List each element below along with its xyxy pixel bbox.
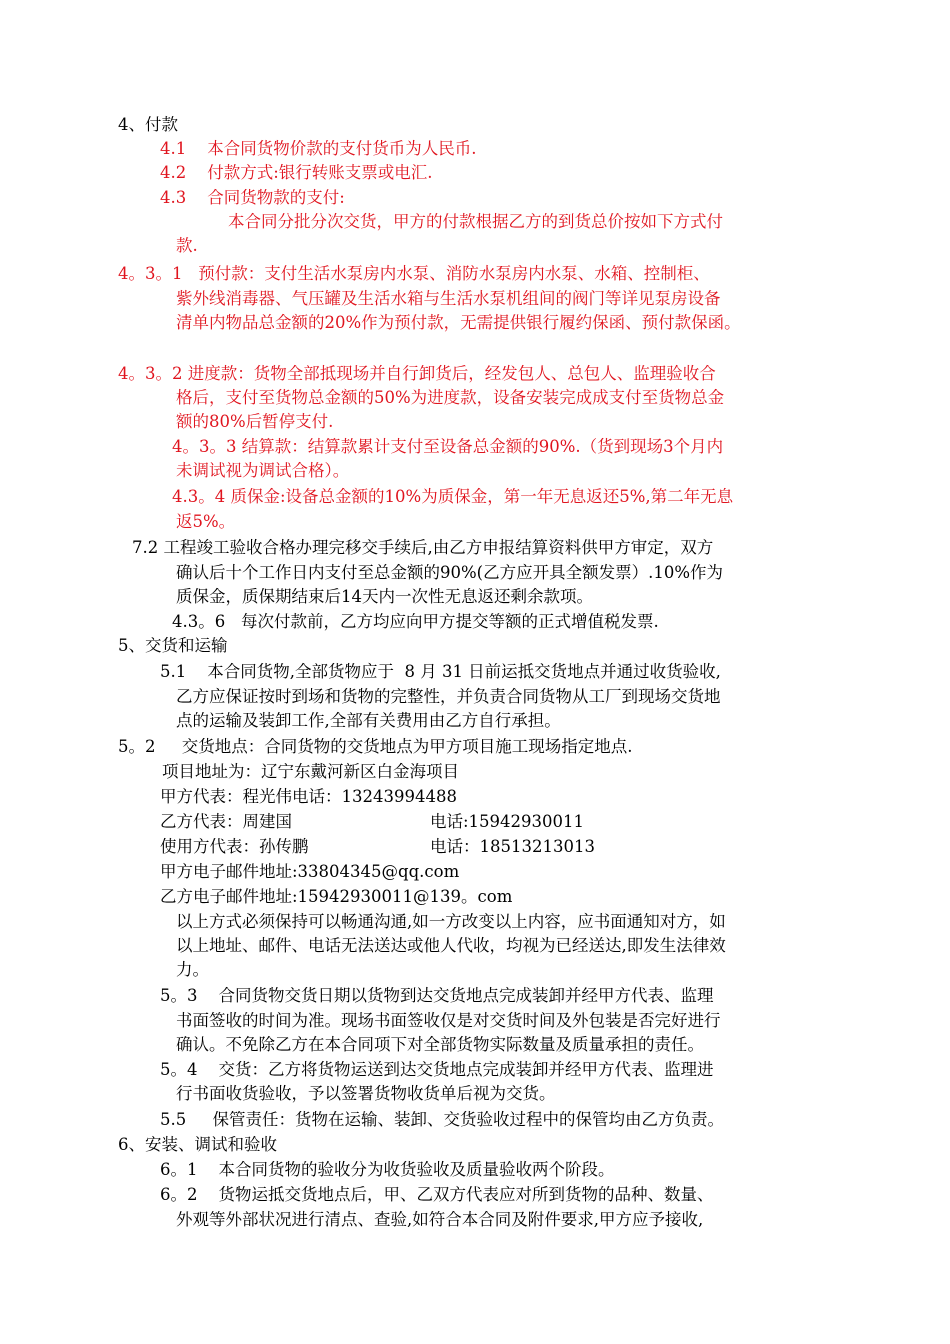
notice-line: 以上地址、邮件、电话无法送达或他人代收，均视为已经送达,即发生法律效 — [176, 936, 726, 955]
clause-4-3-1-line: 4。3。1 预付款：支付生活水泵房内水泵、消防水泵房内水泵、水箱、控制柜、 — [118, 264, 710, 283]
clause-6-2-line: 外观等外部状况进行清点、查验,如符合本合同及附件要求,甲方应予接收, — [176, 1210, 704, 1229]
section-5-heading: 5、交货和运输 — [118, 636, 228, 655]
clause-4-3-2-line: 格后，支付至货物总金额的50%为进度款，设备安装完成成支付至货物总金 — [176, 388, 725, 407]
party-a-email: 甲方电子邮件地址:33804345@qq.com — [160, 862, 460, 881]
clause-4-3-text-line: 款. — [176, 236, 198, 255]
clause-5-1-line: 点的运输及装卸工作,全部有关费用由乙方自行承担。 — [176, 711, 561, 730]
clause-4-3-2-line: 4。3。2 进度款：货物全部抵现场并自行卸货后，经发包人、总包人、监理验收合 — [118, 364, 716, 383]
clause-5-3-line: 书面签收的时间为准。现场书面签收仅是对交货时间及外包装是否完好进行 — [176, 1011, 721, 1030]
section-6-heading: 6、安装、调试和验收 — [118, 1135, 277, 1154]
clause-4-3-6: 4.3。6 每次付款前，乙方均应向甲方提交等额的正式增值税发票. — [172, 612, 659, 631]
party-b-representative: 乙方代表：周建国 — [160, 812, 292, 831]
clause-5-3-line: 5。3 合同货物交货日期以货物到达交货地点完成装卸并经甲方代表、监理 — [160, 986, 714, 1005]
clause-6-1: 6。1 本合同货物的验收分为收货验收及质量验收两个阶段。 — [160, 1160, 615, 1179]
party-a-representative: 甲方代表：程光伟电话：13243994488 — [160, 787, 457, 806]
clause-4-1: 4.1 本合同货物价款的支付货币为人民币. — [160, 139, 477, 158]
clause-7-2-line: 质保金，质保期结束后14天内一次性无息返还剩余款项。 — [176, 587, 593, 606]
party-b-phone: 电话:15942930011 — [430, 812, 585, 831]
party-b-email: 乙方电子邮件地址:15942930011@139。com — [160, 887, 513, 906]
clause-4-3-1-line: 清单内物品总金额的20%作为预付款，无需提供银行履约保函、预付款保函。 — [176, 313, 741, 332]
clause-4-3-4-line: 4.3。4 质保金:设备总金额的10%为质保金，第一年无息返还5%,第二年无息 — [172, 487, 734, 506]
clause-4-2: 4.2 付款方式:银行转账支票或电汇. — [160, 163, 433, 182]
clause-4-3: 4.3 合同货物款的支付: — [160, 188, 345, 207]
user-representative: 使用方代表：孙传鹏 — [160, 837, 309, 856]
user-phone: 电话：18513213013 — [430, 837, 595, 856]
clause-4-3-4-line: 返5%。 — [176, 512, 236, 531]
clause-7-2-line: 确认后十个工作日内支付至总金额的90%(乙方应开具全额发票）.10%作为 — [176, 563, 724, 582]
clause-4-3-3-line: 4。3。3 结算款：结算款累计支付至设备总金额的90%.（货到现场3个月内 — [172, 437, 724, 456]
clause-5-3-line: 确认。不免除乙方在本合同项下对全部货物实际数量及质量承担的责任。 — [176, 1035, 704, 1054]
clause-4-3-2-line: 额的80%后暂停支付. — [176, 412, 334, 431]
clause-5-5: 5.5 保管责任：货物在运输、装卸、交货验收过程中的保管均由乙方负责。 — [160, 1110, 724, 1129]
clause-5-4-line: 行书面收货验收，予以签署货物收货单后视为交货。 — [176, 1084, 556, 1103]
clause-4-3-text-line: 本合同分批分次交货，甲方的付款根据乙方的到货总价按如下方式付 — [228, 212, 723, 231]
clause-5-2: 5。2 交货地点：合同货物的交货地点为甲方项目施工现场指定地点. — [118, 737, 633, 756]
clause-6-2-line: 6。2 货物运抵交货地点后，甲、乙双方代表应对所到货物的品种、数量、 — [160, 1185, 714, 1204]
project-address: 项目地址为：辽宁东戴河新区白金海项目 — [162, 762, 459, 781]
clause-4-3-1-line: 紫外线消毒器、气压罐及生活水箱与生活水泵机组间的阀门等详见泵房设备 — [176, 289, 721, 308]
clause-5-1-line: 5.1 本合同货物,全部货物应于 8 月 31 日前运抵交货地点并通过收货验收, — [160, 662, 721, 681]
clause-5-4-line: 5。4 交货：乙方将货物运送到达交货地点完成装卸并经甲方代表、监理进 — [160, 1060, 714, 1079]
clause-7-2-line: 7.2 工程竣工验收合格办理完移交手续后,由乙方申报结算资料供甲方审定，双方 — [132, 538, 714, 557]
notice-line: 力。 — [176, 960, 209, 979]
section-4-heading: 4、付款 — [118, 115, 178, 134]
clause-5-1-line: 乙方应保证按时到场和货物的完整性，并负责合同货物从工厂到现场交货地 — [176, 687, 721, 706]
clause-4-3-3-line: 未调试视为调试合格）。 — [176, 461, 350, 480]
notice-line: 以上方式必须保持可以畅通沟通,如一方改变以上内容，应书面通知对方，如 — [176, 912, 726, 931]
